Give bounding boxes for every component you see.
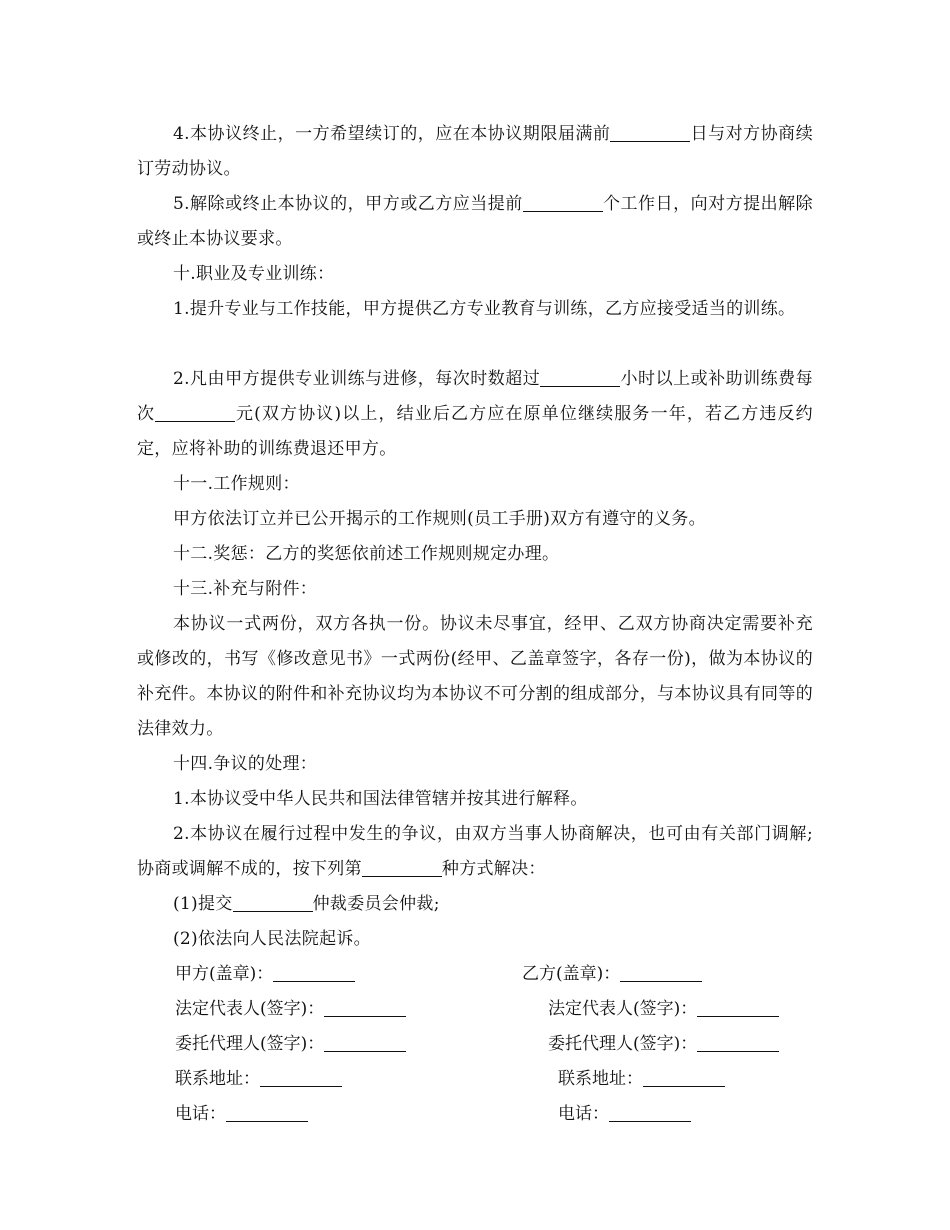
clause-text: 日与对方协商续订劳动协议。 (137, 124, 813, 179)
clause-14-2-option-1 (137, 887, 813, 922)
clause-text: 种方式解决： (441, 859, 546, 879)
sig-label: 联系地址： (558, 1069, 643, 1089)
section-14-heading (137, 747, 813, 782)
sig-label: 电话： (175, 1104, 226, 1124)
clause-14-2 (137, 817, 813, 887)
section-12 (137, 537, 813, 572)
clause-text: 5.解除或终止本协议的，甲方或乙方应当提前 (173, 194, 523, 214)
sig-label: 电话： (558, 1104, 609, 1124)
fill-blank[interactable] (324, 1033, 406, 1052)
clause-text: 小时以上或补助训练费每次 (137, 369, 813, 424)
clause-9-4 (137, 117, 813, 187)
fill-blank[interactable] (523, 193, 603, 212)
clause-9-5 (137, 187, 813, 257)
sig-label: 甲方(盖章)： (175, 964, 274, 984)
fill-blank[interactable] (620, 963, 702, 982)
heading-text: 十四.争议的处理： (173, 754, 318, 774)
fill-blank[interactable] (324, 998, 406, 1017)
signature-row-phone (175, 1097, 815, 1132)
clause-text: 甲方依法订立并已公开揭示的工作规则(员工手册)双方有遵守的义务。 (173, 509, 706, 529)
fill-blank[interactable] (273, 963, 355, 982)
fill-blank[interactable] (226, 1103, 308, 1122)
clause-14-1 (137, 782, 813, 817)
party-b-agent (548, 1027, 779, 1062)
fill-blank[interactable] (540, 368, 620, 387)
sig-label: 法定代表人(签字)： (175, 999, 325, 1019)
section-10-heading (137, 257, 813, 292)
clause-text: 1.提升专业与工作技能，甲方提供乙方专业教育与训练，乙方应接受适当的训练。 (173, 299, 796, 319)
party-a-phone (175, 1097, 308, 1132)
fill-blank[interactable] (362, 858, 442, 877)
clause-text: 2.凡由甲方提供专业训练与进修，每次时数超过 (173, 369, 541, 389)
fill-blank[interactable] (610, 123, 690, 142)
heading-text: 十三.补充与附件： (173, 579, 318, 599)
fill-blank[interactable] (155, 403, 235, 422)
party-b-legal-rep (548, 992, 779, 1027)
sig-label: 委托代理人(签字)： (548, 1034, 698, 1054)
fill-blank[interactable] (609, 1103, 691, 1122)
party-a-address (175, 1062, 342, 1097)
section-13-heading (137, 572, 813, 607)
clause-text: 4.本协议终止，一方希望续订的，应在本协议期限届满前 (173, 124, 611, 144)
party-b-seal (522, 957, 702, 992)
clause-text: 2.本协议在履行过程中发生的争议，由双方当事人协商解决，也可由有关部门调解;协商或调解不成的，按下列第 (137, 824, 813, 879)
clause-text: (2)依法向人民法院起诉。 (173, 929, 371, 949)
sig-label: 法定代表人(签字)： (548, 999, 698, 1019)
clause-text: 元(双方协议)以上，结业后乙方应在原单位继续服务一年，若乙方违反约定，应将补助的训练费退还甲方。 (137, 404, 813, 459)
party-a-agent (175, 1027, 406, 1062)
sig-label: 联系地址： (175, 1069, 260, 1089)
signature-row-address (175, 1062, 815, 1097)
clause-text: (1)提交 (173, 894, 233, 914)
section-11-heading (137, 467, 813, 502)
fill-blank[interactable] (643, 1068, 725, 1087)
clause-text: 个工作日，向对方提出解除或终止本协议要求。 (137, 194, 813, 249)
party-a-legal-rep (175, 992, 406, 1027)
heading-text: 十一.工作规则： (173, 474, 300, 494)
signature-row-legal-rep (175, 992, 815, 1027)
clause-10-2 (137, 362, 813, 467)
fill-blank[interactable] (260, 1068, 342, 1087)
sig-label: 委托代理人(签字)： (175, 1034, 325, 1054)
sig-label: 乙方(盖章)： (522, 964, 621, 984)
signature-row-agent (175, 1027, 815, 1062)
heading-text: 十.职业及专业训练： (173, 264, 335, 284)
fill-blank[interactable] (697, 998, 779, 1017)
fill-blank[interactable] (697, 1033, 779, 1052)
fill-blank[interactable] (233, 893, 313, 912)
party-a-seal (175, 957, 355, 992)
party-b-phone (558, 1097, 691, 1132)
clause-text: 十二.奖惩：乙方的奖惩依前述工作规则规定办理。 (173, 544, 560, 564)
clause-text: 本协议一式两份，双方各执一份。协议未尽事宜，经甲、乙双方协商决定需要补充或修改的，书写《修改意见书》一式两份(经甲、乙盖章签字，各存一份)，做为本协议的补充件。本协议的附件和补充协议均为本协议不可分割的组成部分，与本协议具有同等的法律效力。 (137, 614, 813, 739)
clause-11-body (137, 502, 813, 537)
clause-text: 仲裁委员会仲裁; (312, 894, 440, 914)
clause-text: 1.本协议受中华人民共和国法律管辖并按其进行解释。 (173, 789, 588, 809)
party-b-address (558, 1062, 725, 1097)
clause-14-2-option-2 (137, 922, 813, 957)
clause-13-body (137, 607, 813, 747)
clause-10-1 (137, 292, 813, 327)
signature-row-seal (175, 957, 815, 992)
